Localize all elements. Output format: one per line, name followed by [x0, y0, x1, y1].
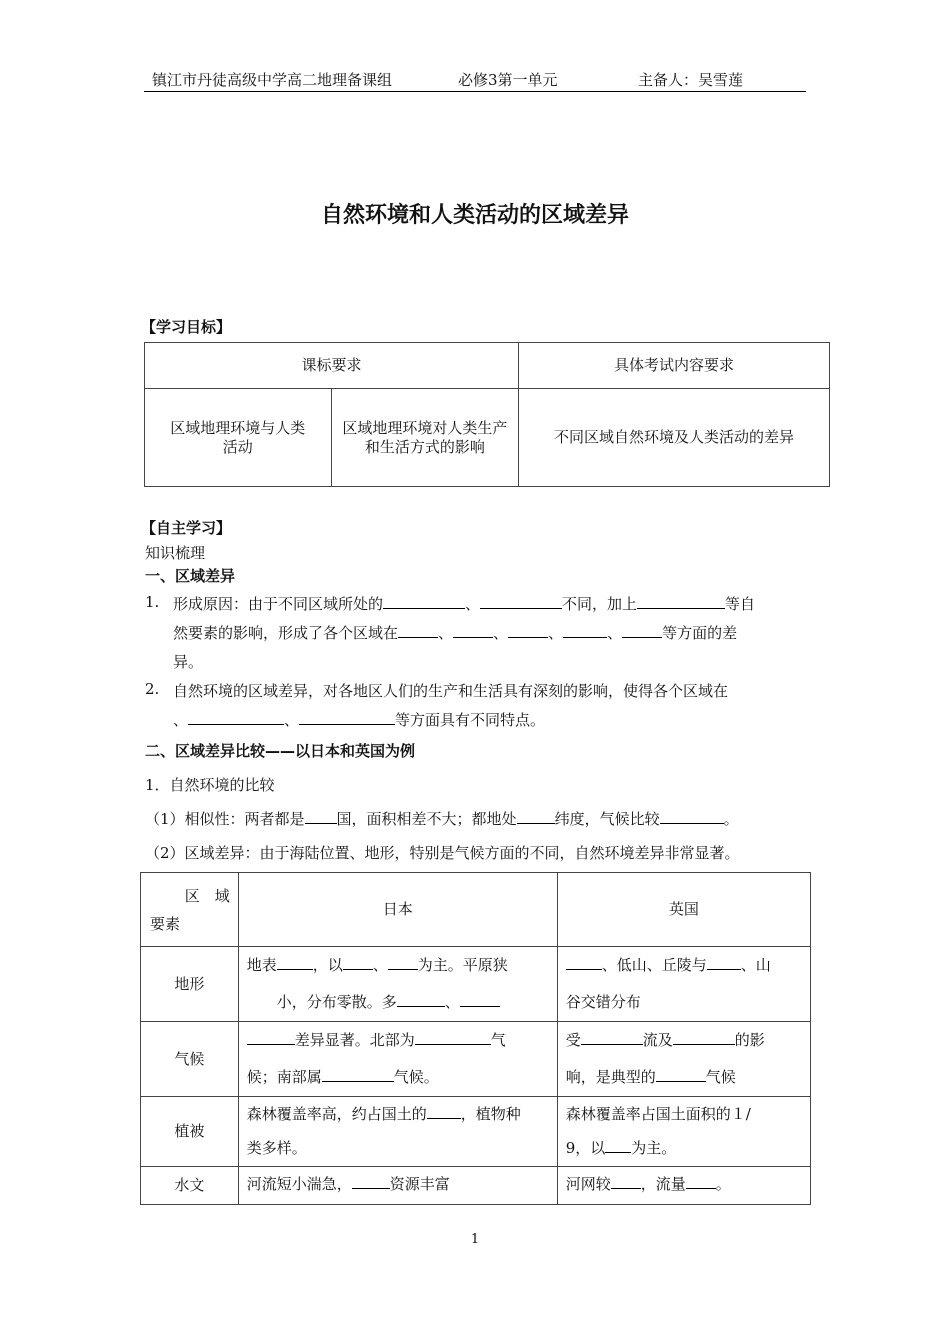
item2-line2: 、 、 等方面具有不同特点。: [173, 711, 546, 729]
vegetation-japan: 森林覆盖率高，约占国土的 ，植物种 类多样。: [238, 1097, 557, 1167]
blank[interactable]: [686, 1174, 716, 1189]
blank[interactable]: [398, 623, 438, 638]
row-vegetation: 植被: [141, 1097, 239, 1167]
item1-line2: 然要素的影响，形成了各个区域在 、 、 、 、 等方面的差: [173, 624, 738, 642]
blank[interactable]: [343, 955, 373, 970]
blank[interactable]: [563, 623, 607, 638]
objectives-col1-header: 课标要求: [145, 343, 519, 389]
blank[interactable]: [656, 1067, 706, 1082]
japan-header: 日本: [238, 873, 557, 947]
blank[interactable]: [460, 992, 500, 1007]
page-title: 自然环境和人类活动的区域差异: [320, 203, 629, 228]
header-school: 镇江市丹徒高级中学高二地理备课组: [152, 71, 393, 89]
vegetation-uk: 森林覆盖率占国土面积的１/ 9，以 为主。: [557, 1097, 810, 1167]
header-unit: 必修3第一单元: [458, 71, 558, 89]
part2-title: 二、区域差异比较——以日本和英国为例: [145, 742, 416, 760]
item1-line3: 异。: [173, 653, 204, 671]
blank[interactable]: [388, 955, 418, 970]
compare-table: [140, 872, 811, 1205]
blank[interactable]: [637, 594, 725, 609]
blank[interactable]: [673, 1030, 735, 1045]
blank[interactable]: [305, 809, 337, 824]
self-study-heading: 【自主学习】: [141, 519, 232, 537]
item2-number: 2.: [145, 680, 160, 698]
objectives-col2-header: 具体考试内容要求: [519, 343, 830, 389]
blank[interactable]: [480, 594, 562, 609]
hydrology-japan: 河流短小湍急， 资源丰富: [238, 1167, 557, 1205]
item1-line1: 形成原因：由于不同区域所处的 、 不同，加上 等自: [173, 595, 756, 613]
terrain-uk: 、低山、丘陵与 、山 谷交错分布: [557, 947, 810, 1022]
difference-line: （2）区域差异：由于海陆位置、地形，特别是气候方面的不同，自然环境差异非常显著。: [145, 844, 740, 862]
objectives-cell-a: 区域地理环境与人类活动: [170, 418, 306, 456]
climate-uk: 受 流及 的影 响，是典型的 气候: [557, 1022, 810, 1097]
blank[interactable]: [508, 623, 548, 638]
blank[interactable]: [707, 955, 741, 970]
blank[interactable]: [566, 955, 602, 970]
blank[interactable]: [247, 1030, 295, 1045]
page-number: 1: [470, 1232, 480, 1247]
blank[interactable]: [453, 623, 493, 638]
row-terrain: 地形: [141, 947, 239, 1022]
blank[interactable]: [427, 1104, 461, 1119]
header-preparer: 主备人：吴雪莲: [638, 71, 744, 89]
blank[interactable]: [415, 1030, 491, 1045]
uk-header: 英国: [557, 873, 810, 947]
corner-cell: 区 域 要素: [141, 873, 239, 947]
blank[interactable]: [605, 1138, 631, 1153]
blank[interactable]: [352, 1174, 390, 1189]
part1-title: 一、区域差异: [145, 567, 236, 585]
blank[interactable]: [383, 594, 465, 609]
objectives-heading: 【学习目标】: [141, 318, 232, 336]
knowledge-subheading: 知识梳理: [145, 544, 206, 562]
page-header: [144, 66, 806, 92]
section-nature-compare: 1．自然环境的比较: [145, 776, 275, 794]
blank[interactable]: [517, 809, 555, 824]
blank[interactable]: [622, 623, 662, 638]
hydrology-uk: 河网较 ，流量 。: [557, 1167, 810, 1205]
row-climate: 气候: [141, 1022, 239, 1097]
blank[interactable]: [299, 710, 395, 725]
objectives-table: [144, 342, 830, 487]
item2-line1: 自然环境的区域差异，对各地区人们的生产和生活具有深刻的影响，使得各个区域在: [173, 682, 729, 700]
objectives-cell-b: 区域地理环境对人类生产和生活方式的影响: [342, 418, 508, 456]
similarity-line: （1）相似性：两者都是 国，面积相差不大；都地处 纬度，气候比较 。: [145, 810, 739, 828]
climate-japan: 差异显著。北部为 气 候；南部属 气候。: [238, 1022, 557, 1097]
blank[interactable]: [188, 710, 284, 725]
blank[interactable]: [660, 809, 724, 824]
objectives-cell-c: 不同区域自然环境及人类活动的差异: [554, 428, 795, 446]
item1-number: 1.: [145, 593, 160, 611]
row-hydrology: 水文: [141, 1167, 239, 1205]
blank[interactable]: [581, 1030, 643, 1045]
blank[interactable]: [397, 992, 445, 1007]
blank[interactable]: [322, 1067, 394, 1082]
blank[interactable]: [611, 1174, 641, 1189]
terrain-japan: 地表 ，以 、 为主。平原狭 小，分布零散。多 、: [238, 947, 557, 1022]
blank[interactable]: [277, 955, 313, 970]
